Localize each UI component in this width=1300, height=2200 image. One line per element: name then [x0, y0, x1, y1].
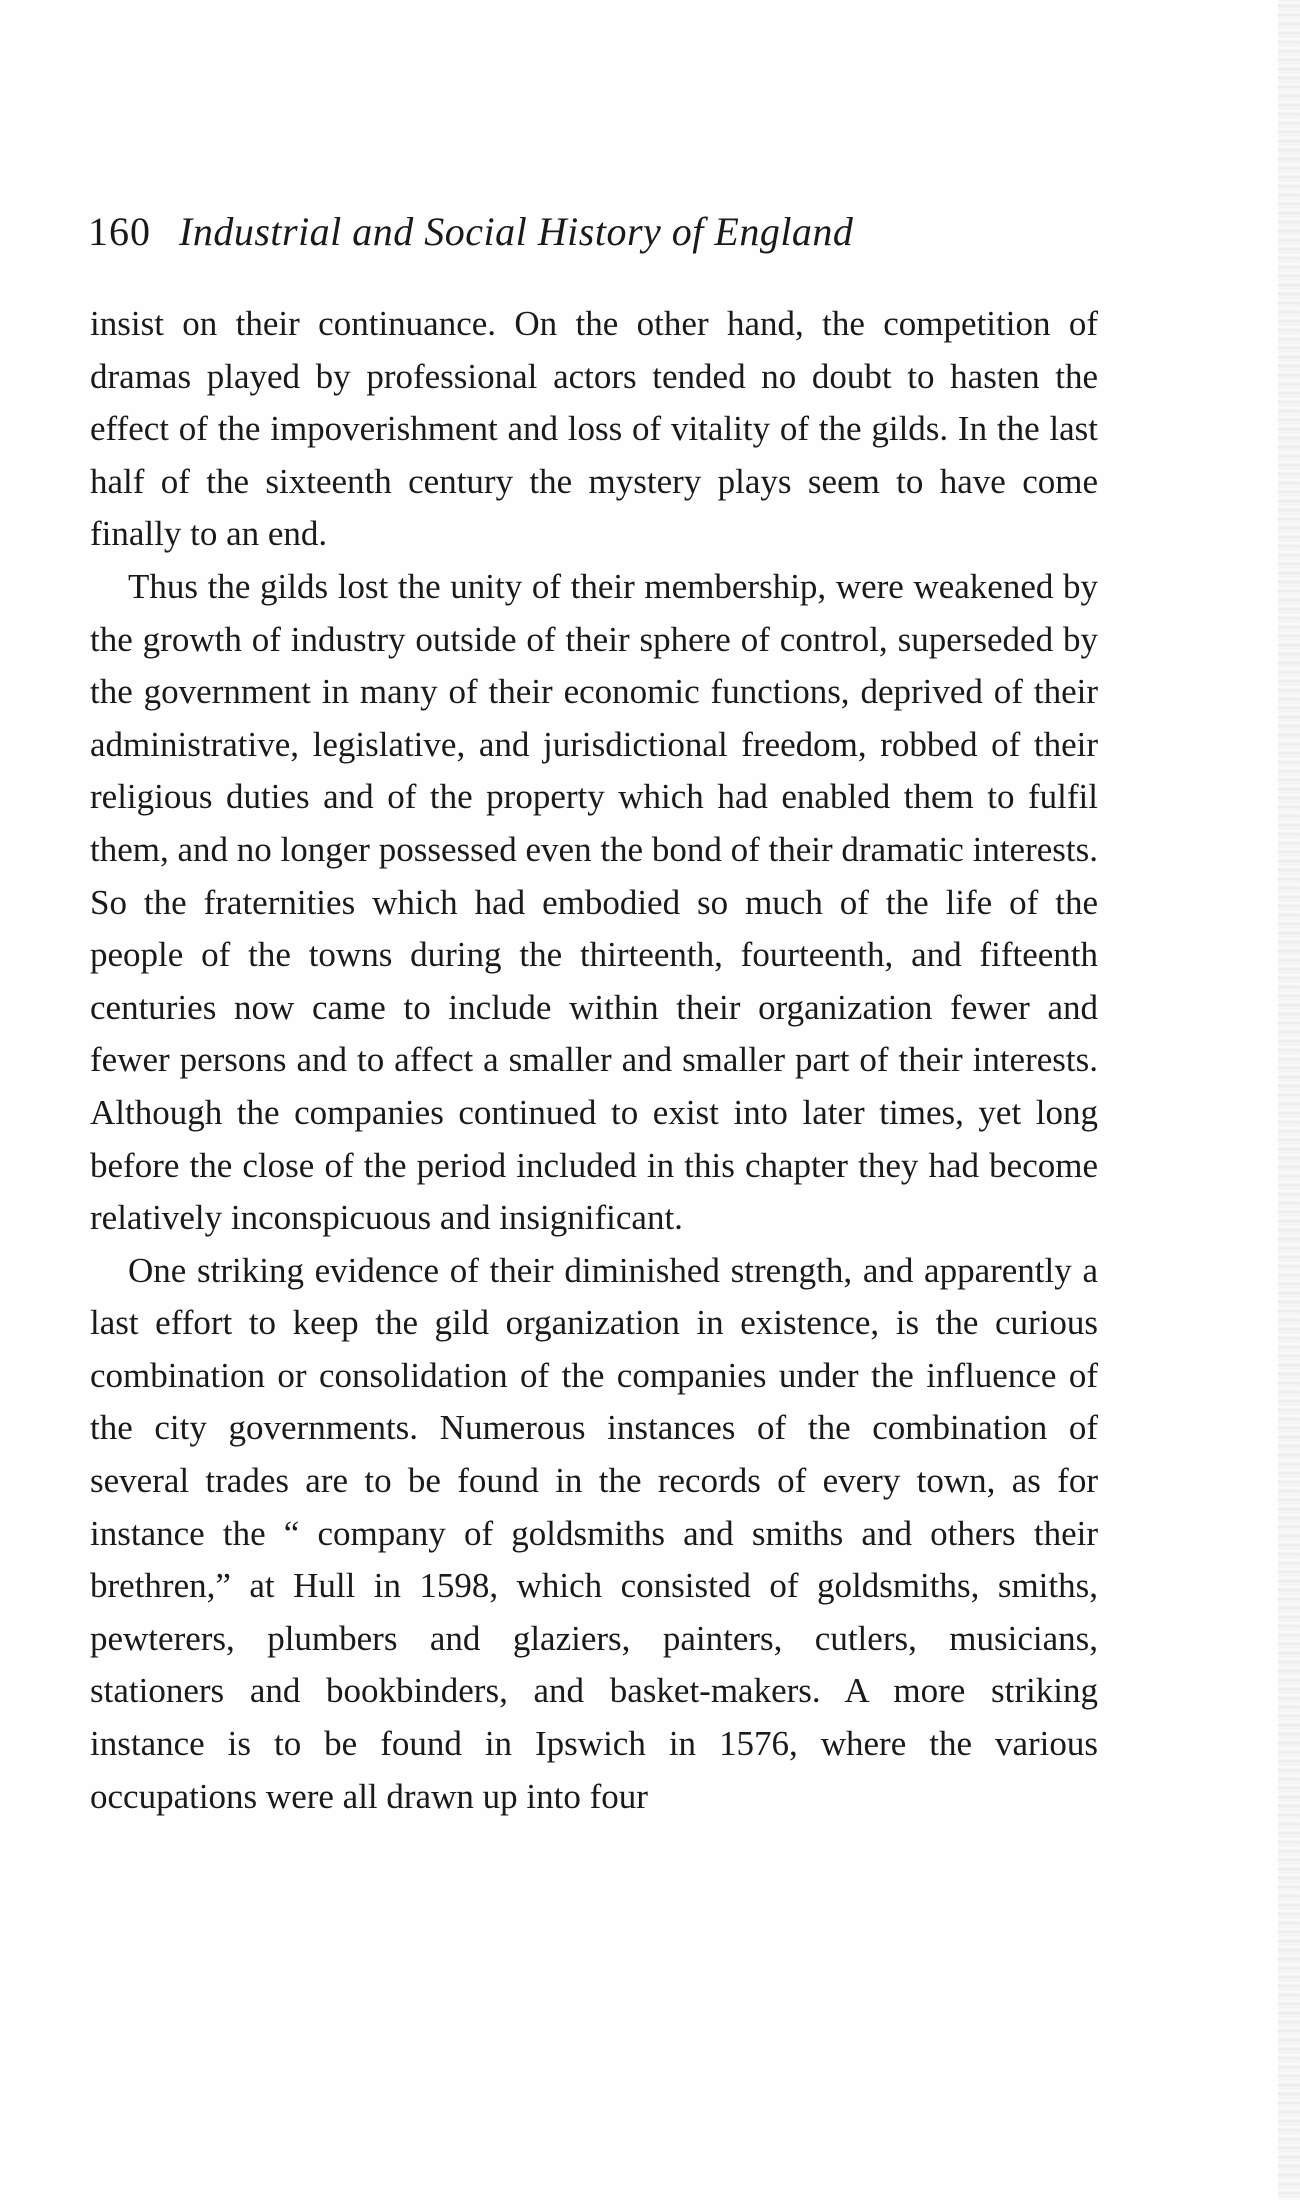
paragraph-gilds-decline: Thus the gilds lost the unity of their membership, were weakened by the growth of industry outside of their sphere of control, superseded by the government in many of their economic functions, deprived of their administrative, legislative, and jurisdictional freedom, robbed of their religious duties and of the property which had enabled them to fulfil them, and no longer possessed even the bond of their dramatic interests. So the fraternities which had embodied so much of the life of the people of the towns during the thirteenth, fourteenth, and fifteenth centuries now came to include within their organization fewer and fewer persons and to affect a smaller and smaller part of their interests. Although the companies continued to exist into later times, yet long before the close of the period included in this chapter they had become relatively inconspicuous and insignificant.: [90, 566, 1098, 1238]
body-text: [90, 298, 1098, 1823]
running-title: Industrial and Social History of England: [179, 209, 854, 254]
paragraph-continuation: insist on their continuance. On the other hand, the competition of dramas played by professional actors tended no doubt to hasten the effect of the impoverishment and loss of vitality of the gilds. In the last half of the sixteenth century the mystery plays seem to have come finally to an end.: [90, 304, 1098, 554]
paragraph-combination: One striking evidence of their diminished strength, and apparently a last effort to keep the gild organization in existence, is the curious combination or consolidation of the companies under the influence of the city governments. Numerous instances of the combination of several trades are to be found in the records of every town, as for instance the “ company of goldsmiths and smiths and others their brethren,” at Hull in 1598, which consisted of goldsmiths, smiths, pewterers, plumbers and glaziers, painters, cutlers, musicians, stationers and bookbinders, and basket-makers. A more striking instance is to be found in Ipswich in 1576, where the various occupations were all drawn up into four: [90, 1250, 1098, 1816]
page-number: 160: [88, 209, 151, 254]
page-gutter-shadow: [1278, 0, 1300, 2200]
running-head: [88, 208, 1108, 256]
